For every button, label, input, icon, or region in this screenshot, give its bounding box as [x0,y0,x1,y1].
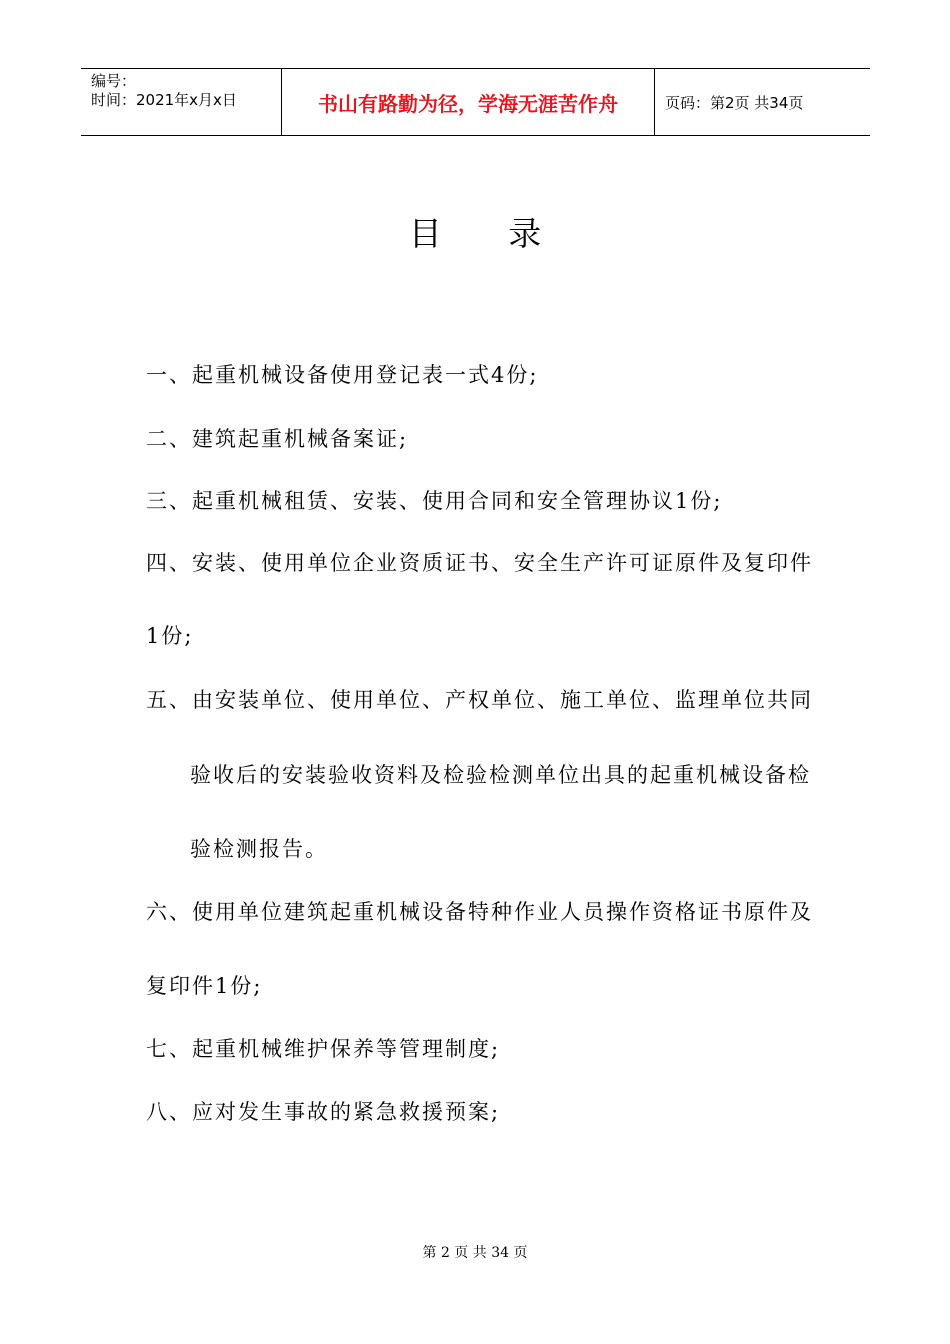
header-motto-cell [281,69,655,135]
toc-item-7: 七、起重机械维护保养等管理制度; [146,1037,501,1061]
toc-item-5-cont-2: 验检测报告。 [190,837,328,861]
toc-item-2: 二、建筑起重机械备案证; [146,427,409,451]
time-label: 时间：2021年x月x日 [91,91,237,109]
number-label: 编号： [91,72,137,90]
toc-item-8: 八、应对发生事故的紧急救援预案; [146,1100,501,1124]
toc-item-3: 三、起重机械租赁、安装、使用合同和安全管理协议1份; [146,489,723,513]
toc-item-6: 六、使用单位建筑起重机械设备特种作业人员操作资格证书原件及 [146,900,813,924]
document-header [81,68,870,136]
header-page-cell [655,69,870,135]
page-title: 目 录 [408,214,570,253]
toc-item-5: 五、由安装单位、使用单位、产权单位、施工单位、监理单位共同 [146,688,813,712]
toc-item-6-cont: 复印件1份; [146,974,263,998]
toc-item-5-cont-1: 验收后的安装验收资料及检验检测单位出具的起重机械设备检 [190,763,811,787]
header-info-cell [81,69,281,135]
toc-item-4-cont: 1份; [146,624,194,648]
page-info: 页码：第2页 共34页 [665,94,804,112]
motto: 书山有路勤为径，学海无涯苦作舟 [318,92,618,116]
page-footer: 第 2 页 共 34 页 [422,1245,528,1261]
toc-item-1: 一、起重机械设备使用登记表一式4份; [146,363,539,387]
toc-item-4: 四、安装、使用单位企业资质证书、安全生产许可证原件及复印件 [146,551,813,575]
